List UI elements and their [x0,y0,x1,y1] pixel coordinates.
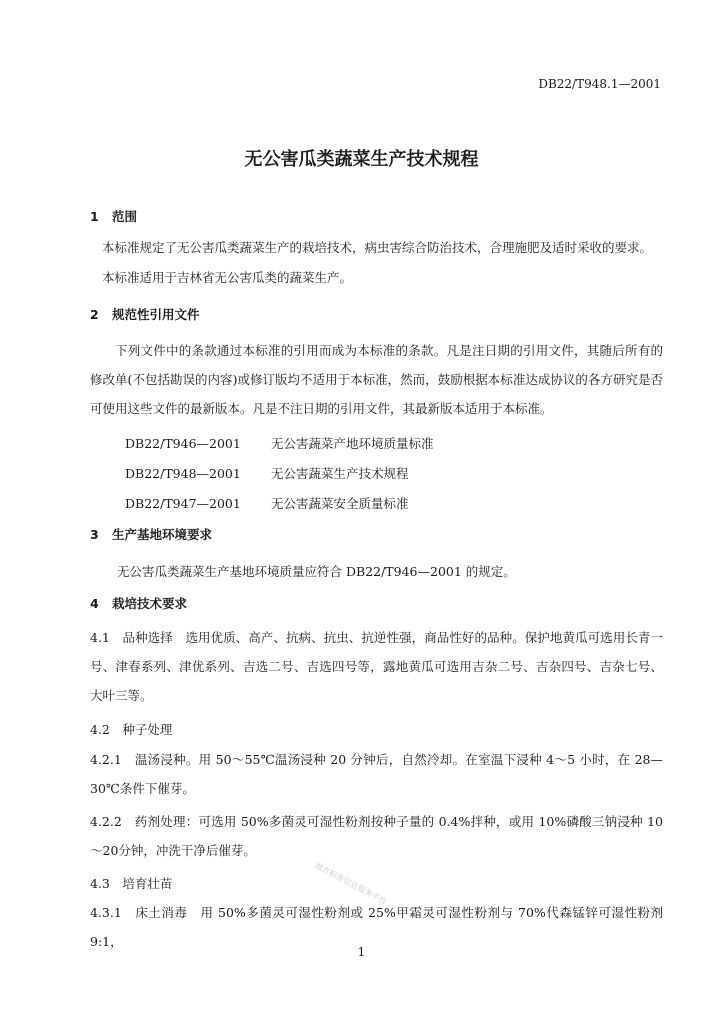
section-title: 生产基地环境要求 [112,527,213,542]
reference-name: 无公害蔬菜生产技术规程 [271,466,409,481]
reference-name: 无公害蔬菜安全质量标准 [271,496,409,511]
paragraph: 4.2.2 药剂处理：可选用 50%多菌灵可湿性粉剂按种子量的 0.4%拌种，或用 10%磷酸三钠浸种 10～20分钟，冲洗干净后催芽。 [90,814,663,858]
reference-code: DB22/T947—2001 [125,496,241,511]
section-heading-3 [90,525,212,543]
reference-item [125,434,434,452]
paragraph: 4.1 品种选择 选用优质、高产、抗病、抗虫、抗逆性强，商品性好的品种。保护地黄瓜可选用长青一号、津春系列、津优系列、吉选二号、吉选四号等，露地黄瓜可选用吉杂二号、吉杂四号、吉杂七号、大叶三等。 [90,630,663,703]
section-number: 3 [90,527,99,542]
section-number: 4 [90,596,99,611]
page-title: 无公害瓜类蔬菜生产技术规程 [244,149,479,170]
subsection-heading: 4.3 培育壮苗 [90,876,173,891]
section-number: 1 [90,209,99,224]
subsection-heading: 4.2 种子处理 [90,722,173,737]
paragraph: 4.3.1 床土消毒 用 50%多菌灵可湿性粉剂或 25%甲霜灵可湿性粉剂与 70%代森锰锌可湿性粉剂 9:1， [90,905,663,949]
reference-code: DB22/T946—2001 [125,436,241,451]
reference-code: DB22/T948—2001 [125,466,241,481]
section-title: 范围 [112,209,138,224]
standard-code: DB22/T948.1—2001 [538,77,661,91]
paragraph: 4.2.1 温汤浸种。用 50～55℃温汤浸种 20 分钟后，自然冷却。在室温下浸种 4～5 小时，在 28—30℃条件下催芽。 [90,752,663,796]
watermark: 地方标准信息服务平台 [313,860,389,907]
paragraph: 本标准适用于吉林省无公害瓜类的蔬菜生产。 [102,270,353,285]
paragraph: 无公害瓜类蔬菜生产基地环境质量应符合 DB22/T946—2001 的规定。 [117,564,516,579]
section-heading-2 [90,305,200,323]
section-title: 规范性引用文件 [112,307,200,322]
page-number: 1 [357,945,366,959]
reference-item [125,464,409,482]
paragraph: 本标准规定了无公害瓜类蔬菜生产的栽培技术，病虫害综合防治技术，合理施肥及适时采收的要求。 [102,240,653,255]
section-heading-1 [90,207,137,225]
section-heading-4 [90,594,187,612]
section-number: 2 [90,307,99,322]
reference-item [125,494,409,512]
section-title: 栽培技术要求 [112,596,188,611]
reference-name: 无公害蔬菜产地环境质量标准 [271,436,434,451]
paragraph: 下列文件中的条款通过本标准的引用而成为本标准的条款。凡是注日期的引用文件，其随后所有的修改单(不包括勘误的内容)或修订版均不适用于本标准，然而，鼓励根据本标准达成协议的各方研究是否可使用这些文件的最新版本。凡是不注日期的引用文件，其最新版本适用于本标准。 [90,343,663,416]
